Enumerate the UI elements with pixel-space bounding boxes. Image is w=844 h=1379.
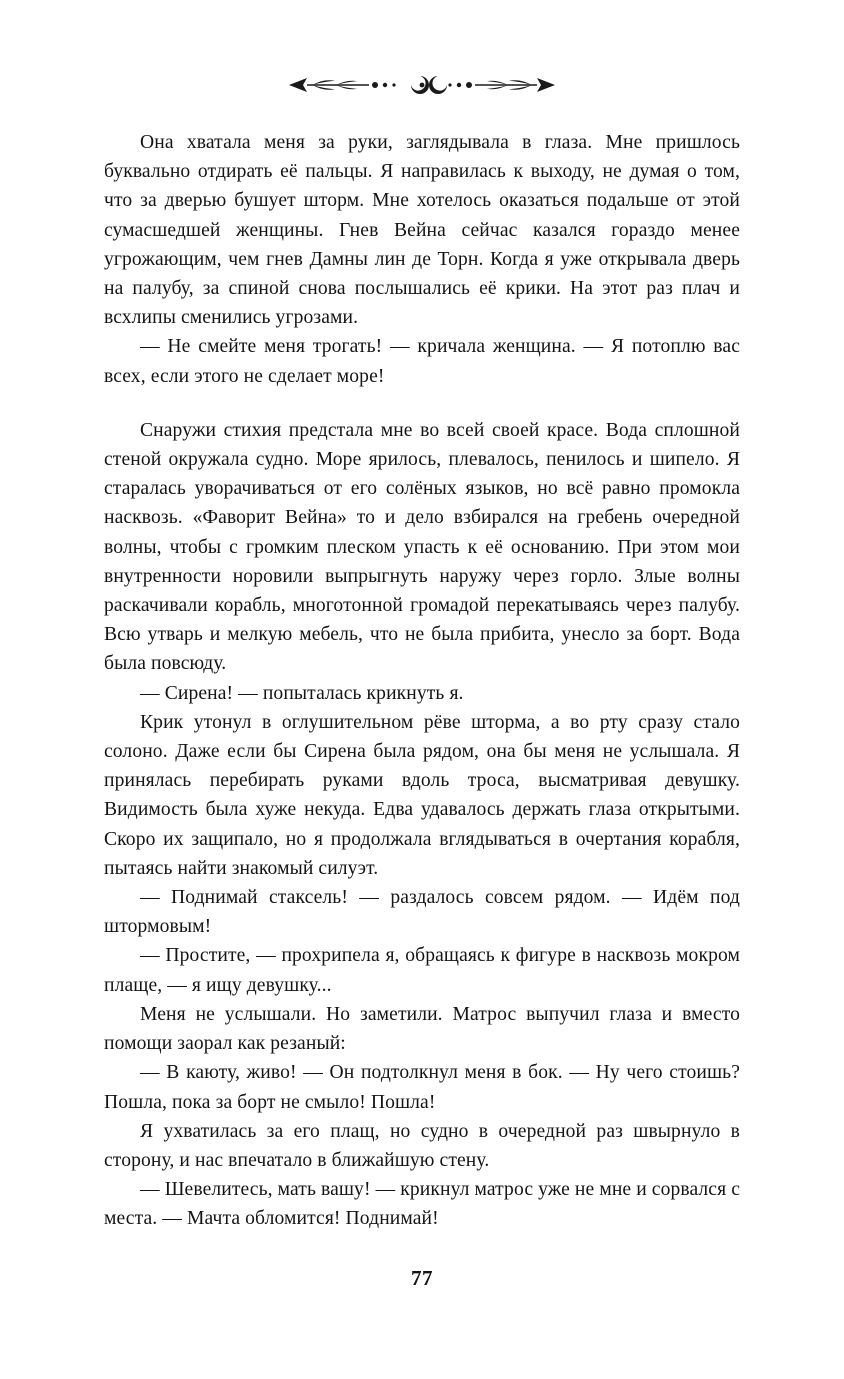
paragraph: Я ухватилась за его плащ, но судно в очередной раз швырнуло в сторону, и нас впечатало в ближайшую стену. — [104, 1120, 740, 1171]
paragraph: Она хватала меня за руки, заглядывала в глаза. Мне пришлось буквально отдирать её пальцы. Я направилась к выходу, не думая о том, что за дверью бушует шторм. Мне хотелось оказаться подальше от этой сумасшедшей женщины. Гнев Вейна сейчас казался гораздо менее угрожающим, чем гнев Дамны лин де Торн. Когда я уже открывала дверь на палубу, за спиной снова послышались её крики. На этот раз плач и всхлипы сменились угрозами. — [104, 132, 740, 329]
book-page — [0, 68, 844, 1379]
page-number: 77 — [411, 1266, 433, 1290]
paragraph: Снаружи стихия предстала мне во всей своей красе. Вода сплошной стеной окружала судно. Море ярилось, плевалось, пенилось и шипело. Я старалась уворачиваться от его солёных языков, но всё равно промокла насквозь. «Фаворит Вейна» то и дело взбирался на гребень очередной волны, чтобы с громким плеском упасть к её основанию. При этом мои внутренности норовили выпрыгнуть наружу через горло. Злые волны раскачивали корабль, многотонной громадой перекатываясь через палубу. Всю утварь и мелкую мебель, что не была прибита, унесло за борт. Вода была повсюду. — [104, 419, 740, 675]
paragraph: Меня не услышали. Но заметили. Матрос выпучил глаза и вместо помощи заорал как резаный: — [104, 1003, 740, 1055]
paragraph: — Шевелитесь, мать вашу! — крикнул матрос уже не мне и сорвался с места. — Мачта обломится! Поднимай! — [104, 1179, 741, 1230]
paragraph: Крик утонул в оглушительном рёве шторма, а во рту сразу стало солоно. Даже если бы Сирена была рядом, она бы меня не услышала. Я принялась перебирать руками вдоль троса, высматривая девушку. Видимость была хуже некуда. Едва удавалось держать глаза открытыми. Скоро их защипало, но я продолжала вглядываться в очертания корабля, пытаясь найти знакомый силуэт. — [104, 711, 740, 879]
paragraph: — В каюту, живо! — Он подтолкнул меня в бок. — Ну чего стоишь? Пошла, пока за борт не смыло! Пошла! — [104, 1062, 740, 1113]
paragraph: — Поднимай стаксель! — раздалось совсем рядом. — Идём под штормовым! — [104, 887, 740, 938]
paragraph: — Простите, — прохрипела я, обращаясь к фигуре в насквозь мокром плаще, — я ищу девушку... — [104, 945, 740, 996]
paragraph: — Не смейте меня трогать! — кричала женщина. — Я потоплю вас всех, если этого не сделает море! — [104, 336, 740, 387]
page-body-text — [104, 128, 740, 1234]
chapter-divider-ornament — [0, 68, 844, 102]
paragraph: — Сирена! — попыталась крикнуть я. — [140, 682, 464, 704]
